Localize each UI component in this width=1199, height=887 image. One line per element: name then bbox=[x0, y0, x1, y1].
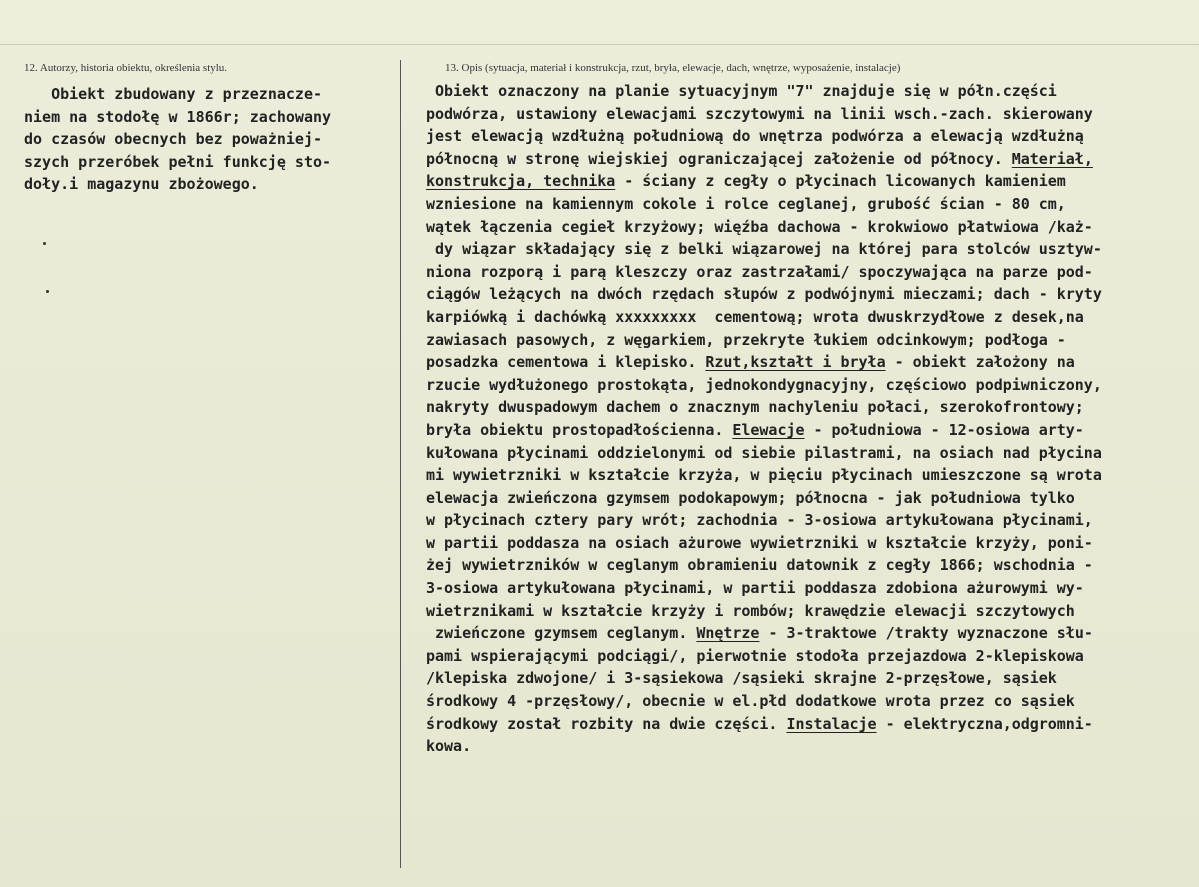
text-segment: wątek łączenia cegieł krzyżowy; więźba dachowa - krokwiowo płatwiowa /każ- bbox=[408, 217, 1093, 236]
text-line bbox=[408, 329, 1198, 352]
text-segment: Obiekt oznaczony na planie sytuacyjnym "7" znajduje się w półn.części bbox=[408, 82, 1057, 100]
text-segment: niona rozporą i parą kleszczy oraz zastrzałami/ spoczywająca na parze pod- bbox=[408, 262, 1093, 281]
section-12-heading: 12. Autorzy, historia obiektu, określenia stylu. bbox=[24, 62, 228, 74]
text-segment: w partii poddasza na osiach ażurowe wywietrzniki w kształcie krzyży, poni- bbox=[408, 533, 1093, 552]
text-segment: - 3-traktowe /trakty wyznaczone słu- bbox=[759, 624, 1093, 643]
underlined-heading: Materiał, bbox=[1011, 149, 1093, 168]
text-line bbox=[408, 509, 1198, 532]
text-segment: kułowana płycinami oddzielonymi od siebie pilastrami, na osiach nad płycina bbox=[408, 443, 1102, 462]
text-segment: nakryty dwuspadowym dachem o znacznym nachyleniu połaci, szerokofrontowy; bbox=[408, 398, 1084, 417]
underlined-heading: konstrukcja, technika bbox=[426, 172, 616, 191]
section-13-text bbox=[408, 80, 1198, 758]
ink-dot bbox=[43, 242, 46, 245]
text-line: Obiekt zbudowany z przeznacze- bbox=[24, 85, 323, 103]
text-line bbox=[408, 622, 1198, 645]
underlined-heading: Elewacje bbox=[732, 420, 805, 439]
text-segment: pami wspierającymi podciągi/, pierwotnie stodoła przejazdowa 2-klepiskowa bbox=[408, 646, 1084, 665]
text-line bbox=[408, 170, 1198, 193]
underlined-heading: Instalacje bbox=[786, 714, 877, 733]
text-segment: mi wywietrzniki w kształcie krzyża, w pięciu płycinach umieszczone są wrota bbox=[408, 466, 1102, 485]
text-segment: północną w stronę wiejskiej ograniczającej założenie od północy. bbox=[408, 149, 1012, 168]
text-segment: zawiasach pasowych, z węgarkiem, przekryte łukiem odcinkowym; podłoga - bbox=[408, 330, 1066, 349]
text-line bbox=[408, 216, 1198, 239]
text-segment: 3-osiowa artykułowana płycinami, w partii poddasza zdobiona ażurowymi wy- bbox=[408, 579, 1084, 598]
text-line bbox=[408, 283, 1198, 306]
page-top-rule bbox=[0, 44, 1199, 45]
text-line: niem na stodołę w 1866r; zachowany bbox=[24, 107, 332, 126]
underlined-heading: Wnętrze bbox=[696, 624, 760, 643]
text-line bbox=[408, 735, 1198, 758]
text-line bbox=[408, 306, 1198, 329]
text-segment: jest elewacją wzdłużną południową do wnętrza podwórza a elewacją wzdłużną bbox=[408, 127, 1084, 146]
text-line bbox=[408, 600, 1198, 623]
text-line bbox=[408, 419, 1198, 442]
text-line: doły.i magazynu zbożowego. bbox=[24, 175, 259, 194]
section-13-heading: 13. Opis (sytuacja, materiał i konstrukcja, rzut, bryła, elewacje, dach, wnętrze, wyposażenie, instalacje) bbox=[445, 62, 901, 74]
underlined-heading: Rzut,kształt i bryła bbox=[705, 353, 886, 372]
text-line bbox=[408, 193, 1198, 216]
text-line bbox=[408, 238, 1198, 261]
text-line bbox=[408, 351, 1198, 374]
text-line bbox=[408, 577, 1198, 600]
text-segment: posadzka cementowa i klepisko. bbox=[408, 353, 706, 372]
text-line bbox=[408, 103, 1198, 126]
text-line bbox=[408, 713, 1198, 736]
text-segment: bryła obiektu prostopadłościenna. bbox=[408, 420, 733, 439]
text-line bbox=[408, 554, 1198, 577]
text-segment: - południowa - 12-osiowa arty- bbox=[804, 420, 1084, 439]
text-segment: elewacja zwieńczona gzymsem podokapowym; północna - jak południowa tylko bbox=[408, 488, 1075, 507]
text-segment: wzniesione na kamiennym cokole i rolce ceglanej, grubość ścian - 80 cm, bbox=[408, 194, 1066, 213]
text-segment: /klepiska zdwojone/ i 3-sąsiekowa /sąsieki skrajne 2-przęsłowe, sąsiek bbox=[408, 669, 1057, 688]
text-segment: zwieńczone gzymsem ceglanym. bbox=[408, 624, 697, 643]
text-segment: podwórza, ustawiony elewacjami szczytowymi na linii wsch.-zach. skierowany bbox=[408, 104, 1093, 123]
text-segment: karpiówką i dachówką xxxxxxxxx cementową; wrota dwuskrzydłowe z desek,na bbox=[408, 307, 1084, 326]
text-segment: ciągów leżących na dwóch rzędach słupów z podwójnymi mieczami; dach - kryty bbox=[408, 285, 1102, 304]
text-line bbox=[408, 532, 1198, 555]
text-line: do czasów obecnych bez poważniej- bbox=[24, 130, 323, 149]
text-segment: - obiekt założony na bbox=[885, 353, 1075, 372]
text-line bbox=[408, 487, 1198, 510]
text-line bbox=[408, 374, 1198, 397]
text-line bbox=[408, 690, 1198, 713]
section-12-text bbox=[24, 83, 399, 196]
text-segment: kowa. bbox=[408, 737, 472, 756]
text-segment bbox=[408, 172, 426, 190]
text-segment: środkowy 4 -przęsłowy/, obecnie w el.płd dodatkowe wrota przez co sąsiek bbox=[408, 692, 1075, 711]
text-segment: w płycinach cztery pary wrót; zachodnia - 3-osiowa artykułowana płycinami, bbox=[408, 511, 1093, 530]
text-segment: żej wywietrzników w ceglanym obramieniu datownik z cegły 1866; wschodnia - bbox=[408, 556, 1093, 575]
text-segment: - ściany z cegły o płycinach licowanych kamieniem bbox=[615, 172, 1066, 191]
text-line bbox=[408, 125, 1198, 148]
text-line bbox=[408, 148, 1198, 171]
text-line bbox=[408, 261, 1198, 284]
ink-dot bbox=[46, 290, 49, 293]
text-line bbox=[408, 667, 1198, 690]
text-segment: środkowy został rozbity na dwie części. bbox=[408, 714, 787, 733]
text-line bbox=[408, 645, 1198, 668]
text-line bbox=[408, 80, 1198, 103]
text-line bbox=[408, 464, 1198, 487]
column-divider bbox=[400, 60, 401, 868]
text-segment: dy wiązar składający się z belki wiązarowej na której para stolców usztyw- bbox=[408, 240, 1102, 259]
text-segment: rzucie wydłużonego prostokąta, jednokondygnacyjny, częściowo podpiwniczony, bbox=[408, 375, 1102, 394]
text-segment: wietrznikami w kształcie krzyży i rombów; krawędzie elewacji szczytowych bbox=[408, 601, 1075, 620]
text-line bbox=[408, 396, 1198, 419]
text-line: szych przeróbek pełni funkcję sto- bbox=[24, 152, 332, 171]
text-line bbox=[408, 442, 1198, 465]
text-segment: - elektryczna,odgromni- bbox=[876, 714, 1093, 733]
